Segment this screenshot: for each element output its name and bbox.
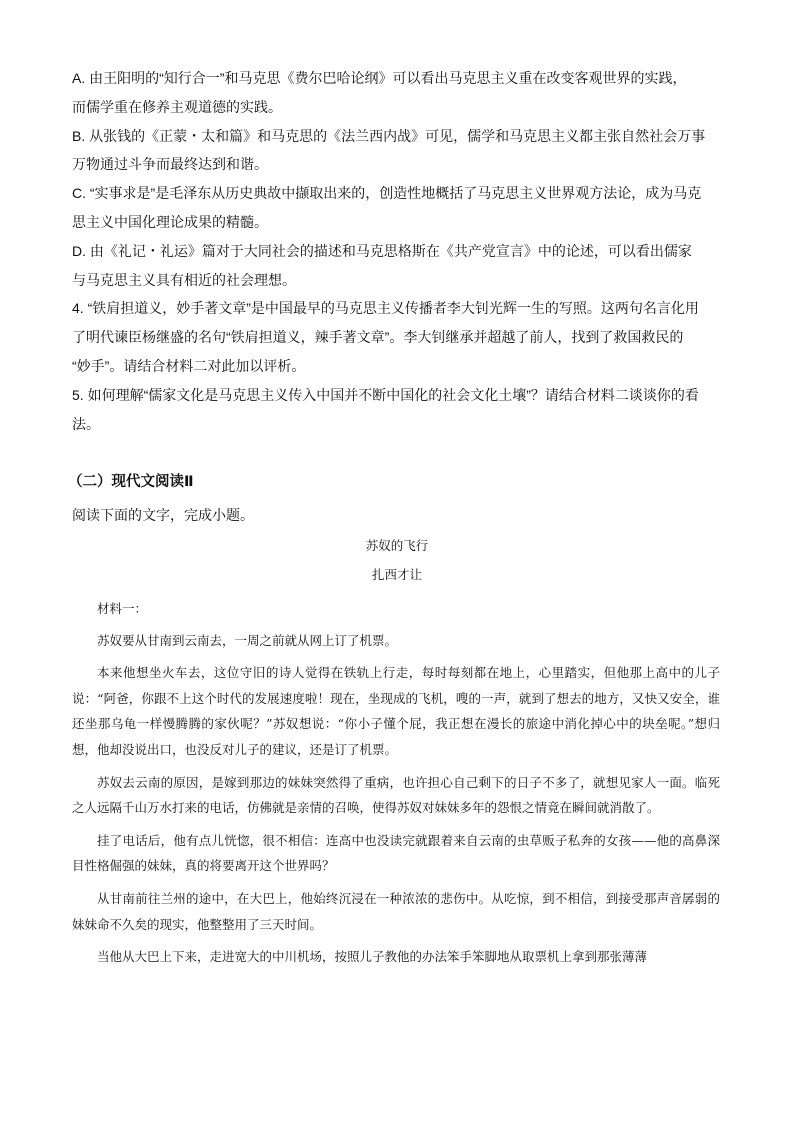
section-heading: （二）现代文阅读Ⅱ xyxy=(68,474,194,490)
option-b-line2: 万物通过斗争而最终达到和谐。 xyxy=(72,156,268,173)
option-a-line2: 而儒学重在修养主观道德的实践。 xyxy=(72,98,282,115)
question-4-line1: 4. “铁肩担道义，妙手著文章”是中国最早的马克思主义传播者李大钊光辉一生的写照。这两句名言化用 xyxy=(72,300,699,317)
question-5-line1: 5. 如何理解“儒家文化是马克思主义传入中国并不断中国化的社会文化土壤”？请结合材料二谈谈你的看 xyxy=(72,386,699,403)
option-d-line2: 与马克思主义具有相近的社会理想。 xyxy=(72,271,296,288)
option-a-line1: A. 由王阳明的“知行合一”和马克思《费尔巴哈论纲》可以看出马克思主义重在改变客观世界的实践， xyxy=(72,70,687,86)
story-paragraph: 苏奴要从甘南到云南去，一周之前就从网上订了机票。 xyxy=(97,632,398,648)
story-paragraph: 当他从大巴上下来，走进宽大的中川机场，按照儿子教他的办法笨手笨脚地从取票机上拿到那张薄薄 xyxy=(97,949,648,965)
question-4-line3: “妙手”。请结合材料二对此加以评析。 xyxy=(72,357,306,374)
material-label: 材料一： xyxy=(97,601,148,616)
story-paragraph: 挂了电话后，他有点儿恍惚，很不相信：连高中也没读完就跟着来自云南的虫草贩子私奔的女孩——他的高鼻深目性格倔强的妹妹，真的将要离开这个世界吗？ xyxy=(72,832,720,874)
story-paragraph: 本来他想坐火车去，这位守旧的诗人觉得在铁轨上行走，每时每刻都在地上，心里踏实，但他那上高中的儿子说：“阿爸，你跟不上这个时代的发展速度啦！现在，坐现成的飞机，嗖的一声，就到了想去的地方，又快又安全，谁还坐那乌龟一样慢腾腾的家伙呢？”苏奴想说：“你小子懂个屁，我正想在漫长的旅途中消化掉心中的块垒呢。”想归想，他却没说出口，也没反对儿子的建议，还是订了机票。 xyxy=(72,665,720,757)
story-paragraph: 苏奴去云南的原因，是嫁到那边的妹妹突然得了重病，也许担心自己剩下的日子不多了，就想见家人一面。临死之人远隔千山万水打来的电话，仿佛就是亲情的召唤，使得苏奴对妹妹多年的怨恨之情竟在瞬间就消散了。 xyxy=(72,774,720,816)
story-title: 苏奴的飞行 xyxy=(365,538,429,553)
story-paragraph: 从甘南前往兰州的途中，在大巴上，他始终沉浸在一种浓浓的悲伤中。从吃惊，到不相信，到接受那声音孱弱的妹妹命不久矣的现实，他整整用了三天时间。 xyxy=(72,890,720,932)
option-c-line1: C. “实事求是”是毛泽东从历史典故中撷取出来的，创造性地概括了马克思主义世界观方法论，成为马克 xyxy=(72,185,702,202)
question-5-line2: 法。 xyxy=(72,415,100,432)
story-author: 扎西才让 xyxy=(371,567,422,582)
reading-instruction: 阅读下面的文字，完成小题。 xyxy=(72,507,254,523)
option-c-line2: 思主义中国化理论成果的精髓。 xyxy=(72,213,268,230)
question-4-line2: 了明代谏臣杨继盛的名句“铁肩担道义，辣手著文章”。李大钊继承并超越了前人，找到了救国救民的 xyxy=(72,329,684,346)
question-block xyxy=(72,64,722,438)
story-body xyxy=(72,596,720,977)
option-b-line1: B. 从张钱的《正蒙・太和篇》和马克思的《法兰西内战》可见，儒学和马克思主义都主张自然社会万事 xyxy=(72,127,706,144)
option-d-line1: D. 由《礼记・礼运》篇对于大同社会的描述和马克思格斯在《共产党宣言》中的论述，可以看出儒家 xyxy=(72,242,692,259)
